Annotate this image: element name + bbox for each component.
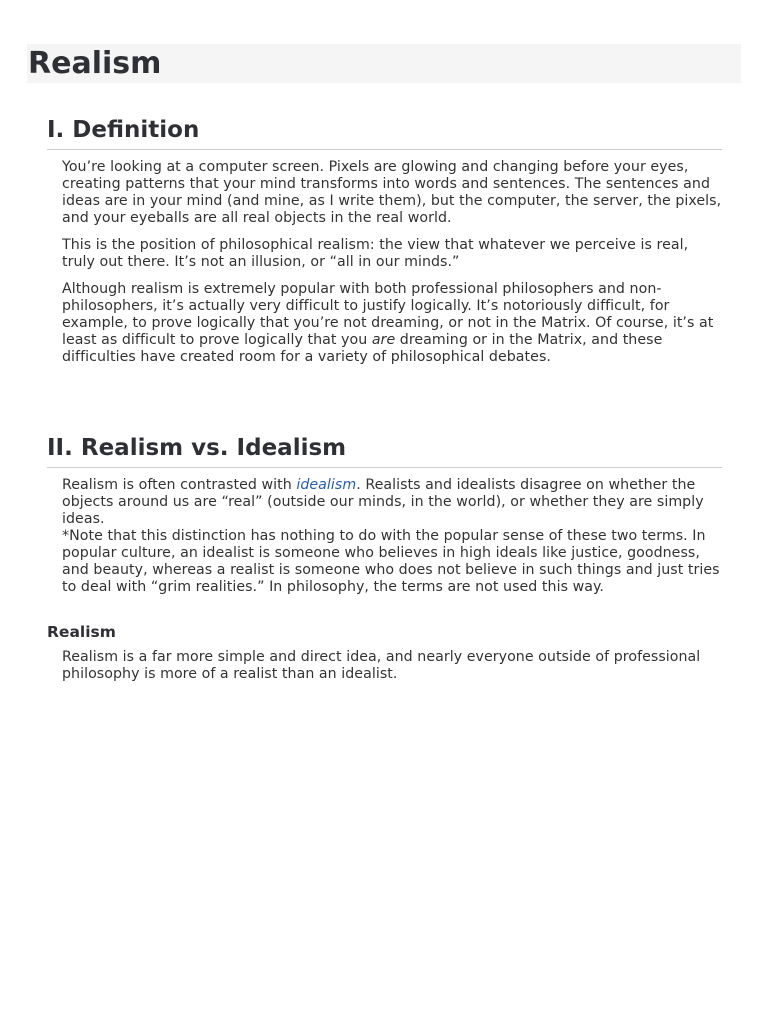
section-realism-vs-idealism: [47, 433, 722, 683]
paragraph: Realism is a far more simple and direct idea, and nearly everyone outside of professional philosophy is more of a realist than an idealist.: [62, 649, 701, 682]
paragraph: [62, 281, 722, 366]
subsection-heading-realism: Realism: [47, 623, 116, 641]
note-paragraph: *Note that this distinction has nothing to do with the popular sense of these two terms. In popular culture, an idealist is someone who believes in high ideals like justice, goodness, and beauty, whereas a realist is someone who does not believe in such things and just tries to deal with “grim realities.” In philosophy, the terms are not used this way.: [62, 528, 720, 595]
section-heading-realism-vs-idealism: II. Realism vs. Idealism: [47, 433, 722, 468]
subsection-body-realism: [62, 649, 722, 683]
paragraph-text: . Realists and idealists disagree on whether the objects around us are “real” (outside our minds, in the world), or whether they are simply ideas.: [62, 477, 704, 527]
paragraph: You’re looking at a computer screen. Pixels are glowing and changing before your eyes, creating patterns that your mind transforms into words and sentences. The sentences and ideas are in your mind (and mine, as I write them), but the computer, the server, the pixels, and your eyeballs are all real objects in the real world.: [62, 159, 722, 226]
section-definition: [47, 115, 722, 376]
paragraph-text: Although realism is extremely popular with both professional philosophers and non-philosophers, it’s actually very difficult to justify logically. It’s notoriously difficult, for example, to prove logically that you’re not dreaming, or not in the Matrix. Of course, it’s at least as difficult to prove logically that you: [62, 281, 714, 348]
emphasis-text: are: [371, 332, 396, 348]
paragraph-text: dreaming or in the Matrix, and these difficulties have created room for a variety of philosophical debates.: [62, 332, 663, 365]
page-title-bar: [27, 44, 741, 83]
section-body-realism-vs-idealism: [62, 477, 722, 596]
paragraph-text: Realism is often contrasted with: [62, 477, 297, 493]
idealism-link[interactable]: idealism: [296, 477, 357, 493]
paragraph: This is the position of philosophical realism: the view that whatever we perceive is real, truly out there. It’s not an illusion, or “all in our minds.”: [62, 237, 689, 270]
section-body-definition: [62, 159, 722, 366]
paragraph: [62, 477, 722, 528]
page-title: Realism: [28, 46, 162, 81]
section-heading-definition: I. Definition: [47, 115, 722, 150]
